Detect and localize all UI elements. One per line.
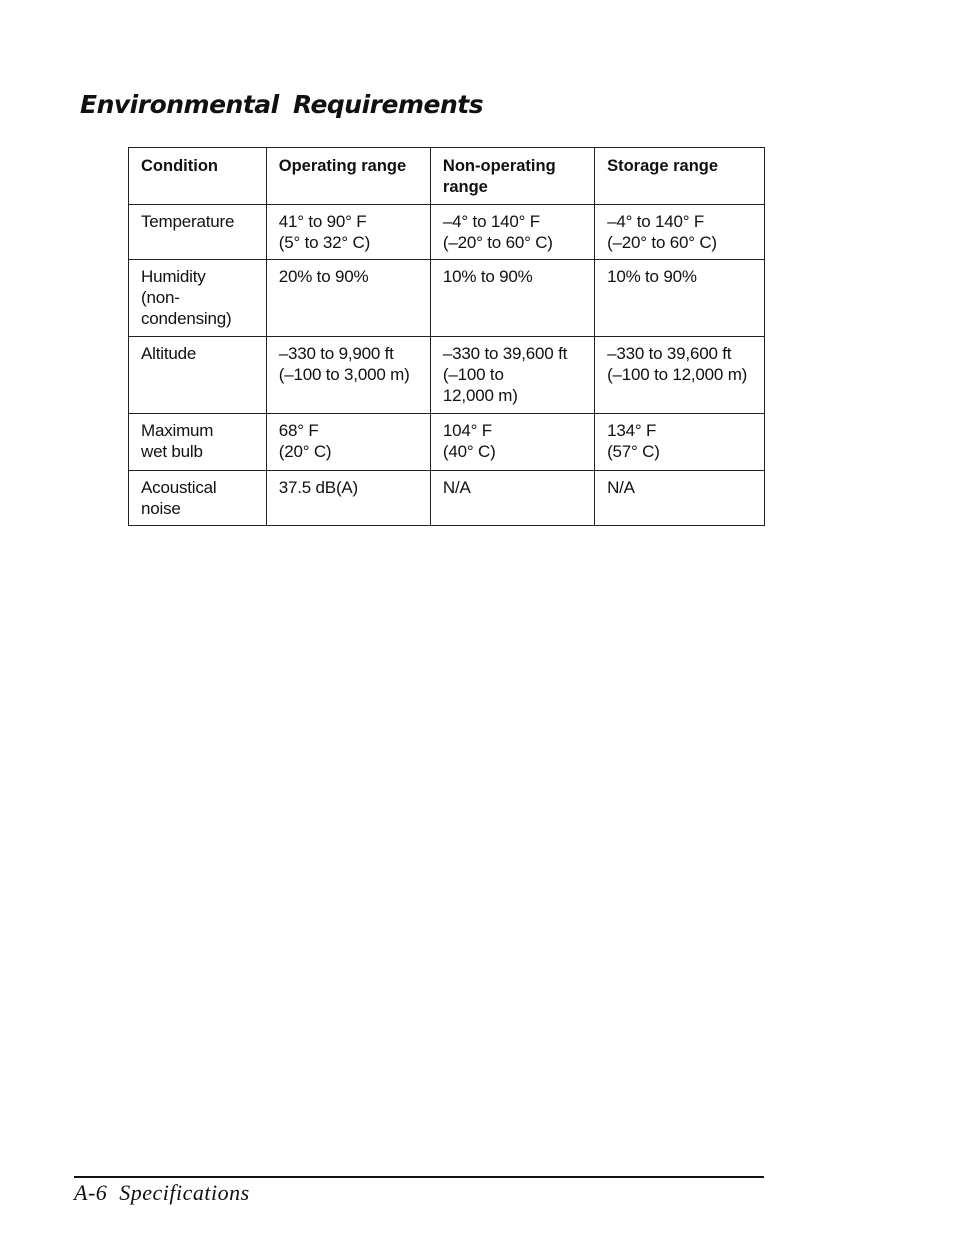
table-header-row	[129, 148, 765, 205]
cell-operating	[266, 205, 430, 260]
cell-text: Humidity (non- condensing)	[141, 267, 232, 328]
cell-condition	[129, 471, 267, 526]
cell-non-operating	[430, 205, 594, 260]
cell-text: 68° F (20° C)	[278, 421, 332, 461]
header-operating-range: Operating range	[266, 148, 430, 205]
page-title: Environmental Requirements	[80, 90, 484, 119]
cell-non-operating	[430, 337, 594, 414]
table-row	[129, 414, 765, 471]
cell-storage	[595, 260, 765, 337]
cell-text: 37.5 dB(A)	[278, 478, 358, 497]
cell-condition	[129, 337, 267, 414]
cell-text: N/A	[607, 478, 635, 497]
cell-storage	[595, 414, 765, 471]
cell-non-operating	[430, 471, 594, 526]
footer-divider	[74, 1176, 764, 1178]
table-row	[129, 260, 765, 337]
cell-text: Acoustical noise	[141, 478, 217, 518]
cell-text: 134° F (57° C)	[607, 421, 660, 461]
cell-operating	[266, 414, 430, 471]
cell-storage	[595, 337, 765, 414]
cell-text: –330 to 9,900 ft (–100 to 3,000 m)	[278, 344, 410, 384]
cell-operating	[266, 337, 430, 414]
table-row	[129, 337, 765, 414]
cell-condition	[129, 205, 267, 260]
cell-non-operating	[430, 260, 594, 337]
table-row	[129, 205, 765, 260]
cell-storage	[595, 471, 765, 526]
cell-operating	[266, 471, 430, 526]
header-storage-range: Storage range	[595, 148, 765, 205]
cell-text: –330 to 39,600 ft (–100 to 12,000 m)	[442, 344, 568, 405]
cell-text: 10% to 90%	[442, 267, 533, 286]
cell-text: N/A	[442, 478, 471, 497]
cell-storage	[595, 205, 765, 260]
cell-text: Maximum wet bulb	[141, 421, 214, 461]
cell-text: 104° F (40° C)	[442, 421, 496, 461]
cell-text: –4° to 140° F (–20° to 60° C)	[442, 212, 553, 252]
header-non-operating-range: Non-operating range	[430, 148, 594, 205]
cell-text: Altitude	[141, 344, 197, 363]
cell-non-operating	[430, 414, 594, 471]
cell-condition	[129, 260, 267, 337]
table-row	[129, 471, 765, 526]
cell-text: –330 to 39,600 ft (–100 to 12,000 m)	[607, 344, 748, 384]
cell-text: –4° to 140° F (–20° to 60° C)	[607, 212, 717, 252]
cell-text: 41° to 90° F (5° to 32° C)	[278, 212, 371, 252]
cell-operating	[266, 260, 430, 337]
cell-text: 10% to 90%	[607, 267, 697, 286]
cell-text: 20% to 90%	[278, 267, 369, 286]
cell-condition	[129, 414, 267, 471]
header-condition: Condition	[129, 148, 267, 205]
page-footer: A-6 Specifications	[74, 1180, 250, 1205]
cell-text: Temperature	[141, 212, 235, 231]
environmental-requirements-table	[128, 147, 765, 526]
